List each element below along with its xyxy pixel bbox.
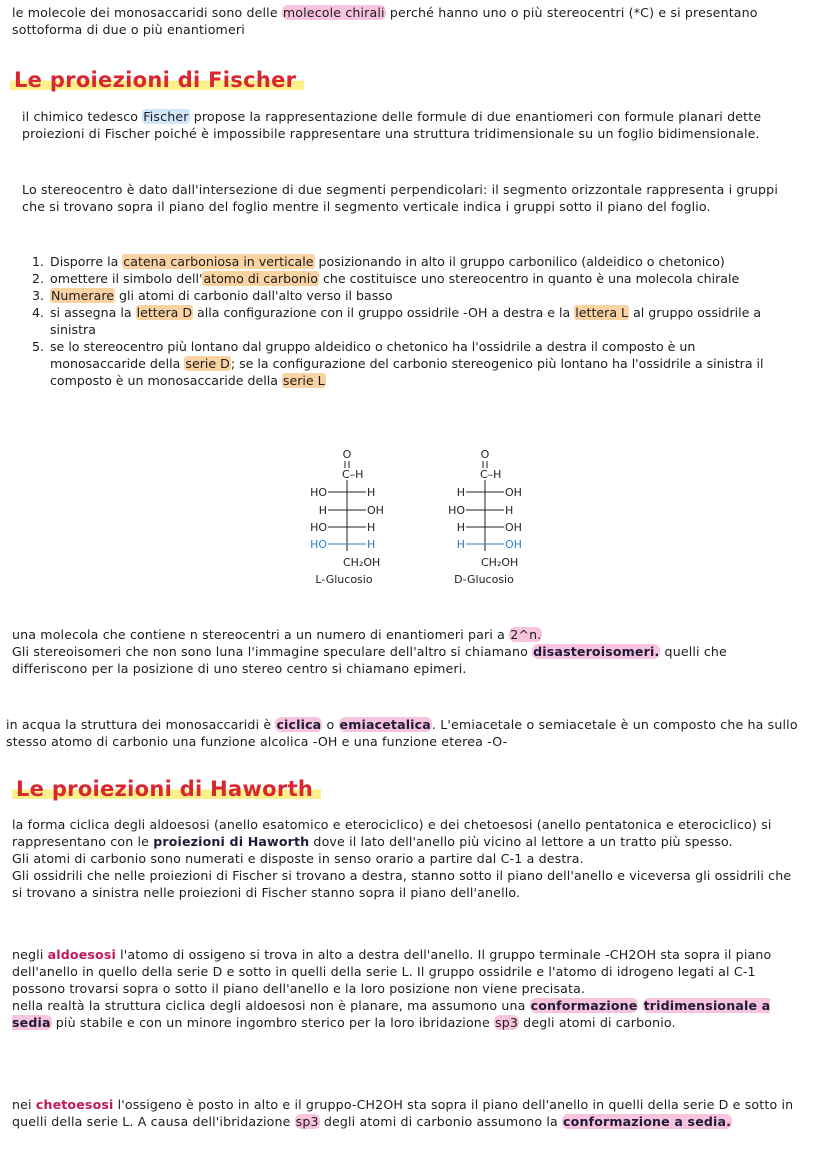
- fischer-steps: [0, 253, 828, 389]
- intro-text: le molecole dei monosaccaridi sono delle: [12, 5, 282, 20]
- l-row4-right: H: [367, 538, 376, 551]
- haworth-paragraph-2: Gli atomi di carbonio sono numerati e disposte in senso orario a partire dal C-1 a destra.: [12, 851, 584, 866]
- d-row4-right: OH: [505, 538, 522, 551]
- l-row4-left: HO: [310, 538, 327, 551]
- text: nei: [12, 1097, 36, 1112]
- l-glucosio-projection: [310, 448, 384, 586]
- l-row2-right: OH: [367, 504, 384, 517]
- text: . L'emiacetale o semiacetale è un composto che ha sullo stesso atomo di carbonio una funzione alcolica -OH e una funzione eterea -O-: [6, 717, 798, 749]
- text: l'atomo di ossigeno si trova in alto a destra dell'anello. Il gruppo terminale -CH2OH sta sopra il piano dell'anello in quello della serie D e sotto in quelli della serie L. Il gruppo ossidrile e l'atomo di idrogeno legati al C-1 possono trovarsi sopra o sotto il piano dell'anello e la loro posizione non viene precisata.: [12, 947, 772, 996]
- highlight-fischer: Fischer: [143, 109, 189, 124]
- text: il chimico tedesco: [22, 109, 143, 124]
- text: degli atomi di carbonio.: [519, 1015, 676, 1030]
- haworth-section-title: Le proiezioni di Haworth: [12, 777, 321, 801]
- step-item: [48, 270, 794, 287]
- highlight: atomo di carbonio: [203, 271, 318, 286]
- text: l'ossigeno è posto in alto e il gruppo-CH2OH sta sopra il piano dell'anello in quelli della serie D e sotto in quelli della serie L. A causa dell'ibridazione: [12, 1097, 794, 1129]
- highlight-conformazione: conformazione: [530, 998, 638, 1013]
- text: omettere il simbolo dell': [50, 271, 203, 286]
- l-carbonyl-oxygen: O: [342, 448, 352, 461]
- enantiomers-line-1: [0, 626, 828, 643]
- text: quelli che differiscono per la posizione di uno stereo centro si chiamano epimeri.: [12, 644, 727, 676]
- intro-paragraph: [0, 4, 828, 38]
- cyclic-block: [0, 716, 828, 750]
- d-carbonyl-oxygen: O: [480, 448, 490, 461]
- highlight-2n: 2^n.: [510, 627, 542, 642]
- highlight-ciclica: ciclica: [276, 717, 322, 732]
- enantiomers-block: [0, 626, 828, 677]
- fischer-paragraph-2: Lo stereocentro è dato dall'intersezione di due segmenti perpendicolari: il segmento orizzontale rappresenta i gruppi che si trovano sopra il piano del foglio mentre il segmento verticale indica i gruppi sotto il piano del foglio.: [22, 182, 778, 214]
- text: che costituisce uno stereocentro in quanto è una molecola chirale: [318, 271, 740, 286]
- text: o: [322, 717, 339, 732]
- bold-chetoesosi: chetoesosi: [35, 1097, 114, 1112]
- text: dove il lato dell'anello più vicino al lettore a un tratto più spesso.: [309, 834, 733, 849]
- text: se lo stereocentro più lontano dal gruppo aldeidico o chetonico ha l'ossidrile a destra il composto è un monosaccaride della: [50, 339, 696, 371]
- step-item: [48, 304, 794, 338]
- intro-text-2: perché hanno uno o più stereocentri (*C) e si presentano sottoforma di due o più enantiomeri: [12, 5, 758, 37]
- fischer-paragraph-1: [0, 108, 828, 142]
- highlight-conformazione-sedia: conformazione a sedia.: [563, 1114, 732, 1129]
- text: gli atomi di carbonio dall'alto verso il basso: [114, 288, 393, 303]
- d-row1-right: OH: [505, 486, 522, 499]
- d-row4-left: H: [456, 538, 465, 551]
- highlight: serie L: [282, 373, 325, 388]
- highlight: serie D: [185, 356, 230, 371]
- text: più stabile e con un minore ingombro sterico per la loro ibridazione: [51, 1015, 494, 1030]
- text: una molecola che contiene n stereocentri a un numero di enantiomeri pari a: [12, 627, 510, 642]
- d-row2-left: HO: [448, 504, 465, 517]
- highlight: Numerare: [51, 288, 114, 303]
- text: al gruppo ossidrile a sinistra: [50, 305, 762, 337]
- highlight-molecole-chirali: molecole chirali: [282, 5, 385, 20]
- text: Gli stereoisomeri che non sono luna l'immagine speculare dell'altro si chiamano: [12, 644, 533, 659]
- steps-list: [0, 253, 828, 389]
- step-item: [48, 253, 794, 270]
- highlight-disasteroisomeri: disasteroisomeri.: [533, 644, 660, 659]
- text: alla configurazione con il gruppo ossidrile -OH a destra e la: [193, 305, 575, 320]
- text: negli: [12, 947, 48, 962]
- haworth-paragraph-1: [0, 816, 828, 850]
- chetoesosi-block: [0, 1096, 828, 1130]
- fischer-section-title: Le proiezioni di Fischer: [10, 68, 304, 92]
- d-carbonyl-group: C–H: [480, 468, 502, 481]
- highlight: lettera D: [136, 305, 193, 320]
- highlight-sp3: sp3: [295, 1114, 319, 1129]
- chetoesosi-paragraph: [0, 1096, 828, 1130]
- d-glucosio-projection: [448, 448, 522, 586]
- text: ; se la configurazione del carbonio stereogenico più lontano ha l'ossidrile a sinistra il composto è un monosaccaride della: [50, 356, 764, 388]
- l-ch2oh: CH₂OH: [343, 556, 381, 569]
- haworth-paragraph-3: Gli ossidrili che nelle proiezioni di Fischer si trovano a destra, stanno sotto il piano dell'anello e viceversa gli ossidrili che si trovano a sinistra nelle proiezioni di Fischer stanno sopra il piano dell'anello.: [12, 868, 792, 900]
- text: in acqua la struttura dei monosaccaridi è: [6, 717, 276, 732]
- step-item: [48, 287, 794, 304]
- enantiomers-line-2: [0, 643, 828, 677]
- fischer-stereocentre: [0, 181, 828, 215]
- d-row3-left: H: [456, 521, 465, 534]
- text: nella realtà la struttura ciclica degli aldoesosi non è planare, ma assumono una: [12, 998, 530, 1013]
- aldoesosi-paragraph: [0, 946, 828, 997]
- text: la forma ciclica degli aldoesosi (anello esatomico e eterociclico) e dei chetoesosi (anello pentatonica e eterociclico) si rappresentano con le: [12, 817, 772, 849]
- chair-paragraph: [0, 997, 828, 1031]
- l-carbonyl-group: C–H: [342, 468, 364, 481]
- bold-aldoesosi: aldoesosi: [47, 947, 116, 962]
- l-row3-left: HO: [310, 521, 327, 534]
- l-row2-left: H: [318, 504, 327, 517]
- haworth-intro: [0, 816, 828, 901]
- fischer-projection-diagram: [300, 440, 560, 590]
- step-item: [48, 338, 794, 389]
- cyclic-paragraph: [0, 716, 828, 750]
- l-row3-right: H: [367, 521, 376, 534]
- fischer-intro: [0, 108, 828, 142]
- d-glucosio-label: D-Glucosio: [454, 573, 514, 586]
- highlight-sp3: sp3: [495, 1015, 519, 1030]
- l-glucosio-label: L-Glucosio: [315, 573, 373, 586]
- highlight: lettera L: [575, 305, 629, 320]
- d-row2-right: H: [505, 504, 514, 517]
- text: degli atomi di carbonio assumono la: [319, 1114, 563, 1129]
- text: posizionando in alto il gruppo carbonilico (aldeidico o chetonico): [314, 254, 725, 269]
- highlight-emiacetalica: emiacetalica: [339, 717, 431, 732]
- intro-block: [0, 4, 828, 38]
- l-row1-left: HO: [310, 486, 327, 499]
- text: propose la rappresentazione delle formule di due enantiomeri con formule planari dette proiezioni di Fischer poiché è impossibile rappresentare una struttura tridimensionale su un foglio bidimensionale.: [22, 109, 762, 141]
- d-ch2oh: CH₂OH: [481, 556, 519, 569]
- text: [638, 998, 642, 1013]
- aldoesosi-block: [0, 946, 828, 1031]
- bold-proiezioni-haworth: proiezioni di Haworth: [153, 834, 310, 849]
- text: Disporre la: [50, 254, 123, 269]
- text: si assegna la: [50, 305, 136, 320]
- highlight: catena carboniosa in verticale: [123, 254, 314, 269]
- d-row3-right: OH: [505, 521, 522, 534]
- highlight-tridimensionale-sedia: tridimensionale a sedia: [12, 998, 771, 1030]
- d-row1-left: H: [456, 486, 465, 499]
- l-row1-right: H: [367, 486, 376, 499]
